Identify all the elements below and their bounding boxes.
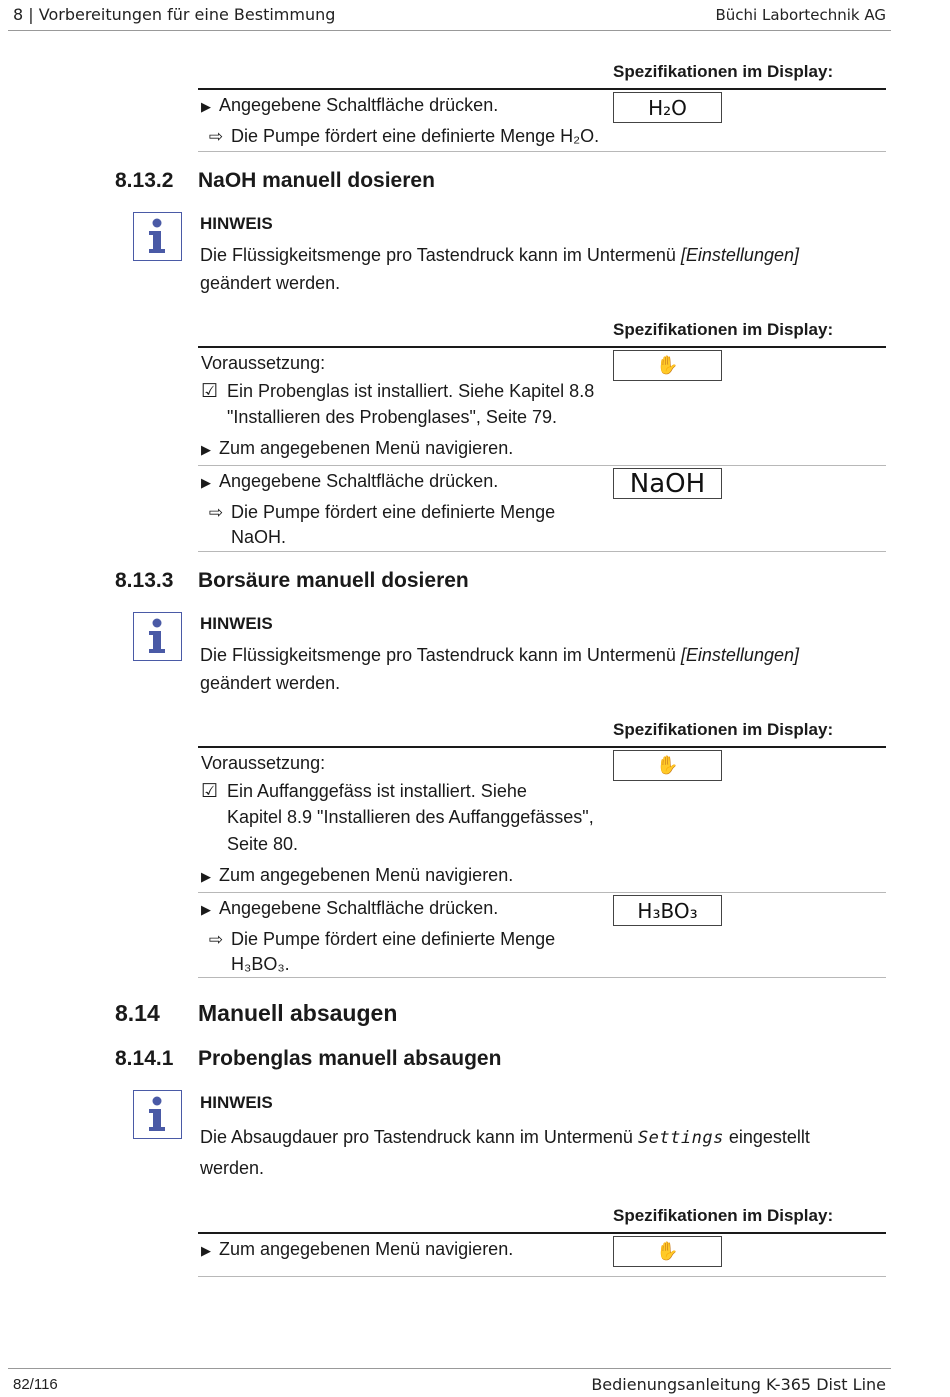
notice-text-line: geändert werden. — [200, 673, 341, 693]
result-text: Die Pumpe fördert eine definierte Menge — [231, 502, 556, 522]
notice-text-line — [200, 245, 799, 266]
table-bottom-rule — [198, 977, 886, 978]
page-number: 82/116 — [13, 1376, 58, 1393]
footer-divider — [8, 1368, 891, 1369]
chapter-number: 8.14 — [115, 1000, 160, 1026]
result-arrow-icon: ⇨ — [208, 127, 224, 146]
prerequisite-text: "Installieren des Probenglases", Seite 79. — [227, 407, 557, 427]
table-top-rule — [198, 1232, 886, 1234]
prerequisite-text: Kapitel 8.9 "Installieren des Auffanggefässes", — [227, 807, 594, 827]
row-divider — [198, 892, 886, 893]
step-text: Angegebene Schaltfläche drücken. — [219, 898, 499, 918]
notice-text-line — [200, 1127, 810, 1148]
notice-text-line — [200, 645, 799, 666]
step-arrow-icon: ▶ — [201, 1243, 211, 1258]
spec-label: Spezifikationen im Display: — [613, 320, 834, 339]
prerequisite-item — [201, 380, 594, 403]
step-text: Zum angegebenen Menü navigieren. — [219, 1239, 514, 1259]
section-title: Borsäure manuell dosieren — [198, 569, 469, 592]
display-button-label: H₃BO₃ — [637, 898, 698, 923]
notice-text: eingestellt — [728, 1127, 810, 1147]
result-arrow-icon: ⇨ — [208, 930, 224, 949]
prerequisite-text: Seite 80. — [227, 834, 299, 854]
section-number: 8.13.3 — [115, 569, 174, 592]
hand-icon: ✋ — [656, 755, 679, 776]
step-row — [201, 1239, 513, 1260]
display-button-manual — [613, 350, 722, 381]
result-row — [201, 126, 599, 147]
notice-title: HINWEIS — [200, 214, 273, 233]
spec-label: Spezifikationen im Display: — [613, 62, 834, 81]
step-arrow-icon: ▶ — [201, 99, 211, 114]
notice-title: HINWEIS — [200, 614, 273, 633]
section-title: Probenglas manuell absaugen — [198, 1047, 502, 1070]
notice-text-line: werden. — [200, 1158, 265, 1178]
info-icon — [133, 212, 182, 261]
display-button-manual — [613, 1236, 722, 1267]
step-text: Zum angegebenen Menü navigieren. — [219, 865, 514, 885]
display-button-h3bo3 — [613, 895, 722, 926]
step-arrow-icon: ▶ — [201, 869, 211, 884]
step-row — [201, 438, 513, 459]
prerequisite-text: Ein Auffanggefäss ist installiert. Siehe — [227, 781, 527, 801]
prerequisite-text: Ein Probenglas ist installiert. Siehe Kapitel 8.8 — [227, 381, 595, 401]
result-row — [201, 929, 555, 950]
document-title: Bedienungsanleitung K-365 Dist Line — [591, 1375, 886, 1394]
step-arrow-icon: ▶ — [201, 475, 211, 490]
table-bottom-rule — [198, 1276, 886, 1277]
checkbox-icon: ☑ — [201, 381, 219, 402]
info-icon — [133, 612, 182, 661]
display-button-label: H₂O — [648, 95, 687, 120]
display-button-manual — [613, 750, 722, 781]
table-top-rule — [198, 746, 886, 748]
notice-text: Die Flüssigkeitsmenge pro Tastendruck kann im Untermenü — [200, 245, 676, 265]
result-text: H₃BO₃. — [231, 954, 290, 974]
info-icon — [133, 1090, 182, 1139]
table-bottom-rule — [198, 551, 886, 552]
header-divider — [8, 30, 891, 31]
step-row — [201, 471, 498, 492]
hand-icon: ✋ — [656, 355, 679, 376]
step-row — [201, 865, 513, 886]
section-title: NaOH manuell dosieren — [198, 169, 435, 192]
prerequisite-label: Voraussetzung: — [201, 753, 326, 773]
table-top-rule — [198, 88, 886, 90]
notice-text: Die Absaugdauer pro Tastendruck kann im Untermenü — [200, 1127, 633, 1147]
step-text: Angegebene Schaltfläche drücken. — [219, 471, 499, 491]
spec-label: Spezifikationen im Display: — [613, 720, 834, 739]
menu-reference: [Einstellungen] — [680, 645, 799, 665]
notice-text-line: geändert werden. — [200, 273, 341, 293]
section-number: 8.14.1 — [115, 1047, 174, 1070]
prerequisite-item — [201, 780, 527, 803]
display-button-naoh — [613, 468, 722, 499]
step-arrow-icon: ▶ — [201, 442, 211, 457]
result-text: NaOH. — [231, 527, 287, 547]
row-divider — [198, 465, 886, 466]
display-button-h2o — [613, 92, 722, 123]
table-bottom-rule — [198, 151, 886, 152]
checkbox-icon: ☑ — [201, 781, 219, 802]
display-button-label: NaOH — [629, 468, 706, 499]
result-text: Die Pumpe fördert eine definierte Menge — [231, 929, 556, 949]
hand-icon: ✋ — [656, 1241, 679, 1262]
menu-reference: Settings — [637, 1128, 724, 1148]
running-header-chapter: 8 | Vorbereitungen für eine Bestimmung — [13, 5, 336, 24]
result-row — [201, 502, 555, 523]
step-row — [201, 95, 498, 116]
result-text: Die Pumpe fördert eine definierte Menge H₂O. — [231, 126, 600, 146]
menu-reference: [Einstellungen] — [680, 245, 799, 265]
chapter-title: Manuell absaugen — [198, 1000, 398, 1026]
step-row — [201, 898, 498, 919]
step-text: Zum angegebenen Menü navigieren. — [219, 438, 514, 458]
notice-text: Die Flüssigkeitsmenge pro Tastendruck kann im Untermenü — [200, 645, 676, 665]
table-top-rule — [198, 346, 886, 348]
spec-label: Spezifikationen im Display: — [613, 1206, 834, 1225]
step-text: Angegebene Schaltfläche drücken. — [219, 95, 499, 115]
prerequisite-label: Voraussetzung: — [201, 353, 326, 373]
section-number: 8.13.2 — [115, 169, 174, 192]
running-header-company: Büchi Labortechnik AG — [715, 6, 886, 24]
notice-title: HINWEIS — [200, 1093, 273, 1112]
step-arrow-icon: ▶ — [201, 902, 211, 917]
result-arrow-icon: ⇨ — [208, 503, 224, 522]
